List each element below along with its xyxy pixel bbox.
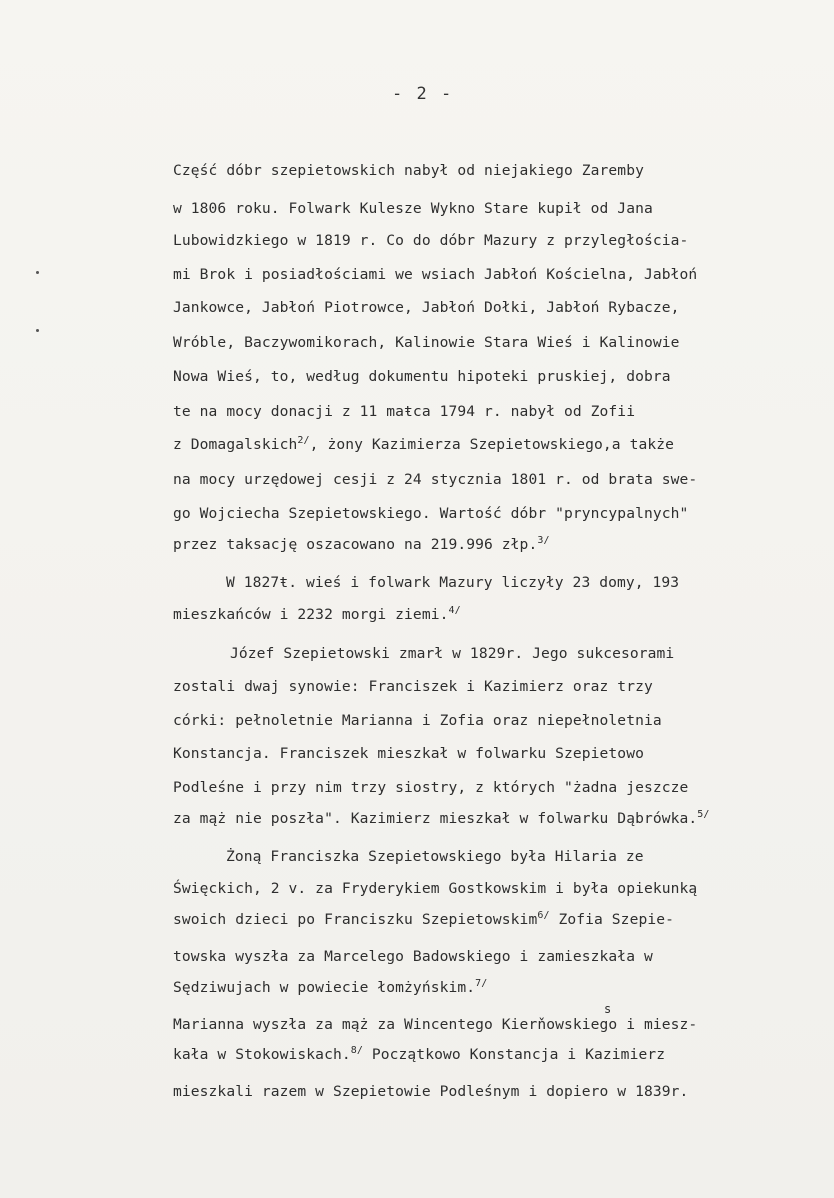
- text-fragment: z Domagalskich: [173, 436, 298, 453]
- text-line: Wróble, Baczywomikorach, Kalinowie Stara Wieś i Kalinowie: [173, 334, 680, 351]
- text-line: mieszkali razem w Szepietowie Podleśnym i dopiero w 1839r.: [173, 1083, 689, 1100]
- text-line: Józef Szepietowski zmarł w 1829r. Jego sukcesorami: [230, 645, 675, 662]
- scan-speck: [36, 271, 39, 274]
- text-line: [173, 979, 487, 996]
- text-line: Część dóbr szepietowskich nabył od niejakiego Zaremby: [173, 162, 644, 179]
- footnote-ref: 3/: [537, 535, 550, 547]
- text-line: [173, 536, 550, 553]
- text-fragment: Początkowo Konstancja i Kazimierz: [362, 1046, 666, 1063]
- footnote-ref: 7/: [475, 978, 488, 990]
- text-line: towska wyszła za Marcelego Badowskiego i zamieszkała w: [173, 948, 653, 965]
- text-line: córki: pełnoletnie Marianna i Zofia oraz niepełnoletnia: [173, 712, 662, 729]
- text-line: w 1806 roku. Folwark Kulesze Wykno Stare kupił od Jana: [173, 200, 653, 217]
- text-line: Lubowidzkiego w 1819 r. Co do dóbr Mazury z przyległościa-: [173, 232, 689, 249]
- text-line: Konstancja. Franciszek mieszkał w folwarku Szepietowo: [173, 745, 644, 762]
- scan-speck: [36, 329, 39, 332]
- text-line: na mocy urzędowej cesji z 24 stycznia 1801 r. od brata swe-: [173, 471, 698, 488]
- text-fragment: za mąż nie poszła". Kazimierz mieszkał w folwarku Dąbrówka.: [173, 810, 698, 827]
- text-line: [173, 810, 710, 827]
- page-number: - 2 -: [392, 84, 454, 104]
- text-line: Święckich, 2 v. za Fryderykiem Gostkowskim i była opiekunką: [173, 880, 698, 897]
- text-fragment: kała w Stokowiskach.: [173, 1046, 351, 1063]
- text-line: Jankowce, Jabłoń Piotrowce, Jabłoń Dołki, Jabłoń Rybacze,: [173, 299, 680, 316]
- text-line: te na mocy donacji z 11 maŧca 1794 r. nabył od Zofii: [173, 403, 636, 420]
- handwritten-correction: s: [604, 1002, 612, 1016]
- text-line: Marianna wyszła za mąż za Wincentego Kierňowskiego i miesz-: [173, 1016, 698, 1033]
- text-fragment: przez taksację oszacowano na 219.996 złp.: [173, 536, 538, 553]
- text-line: [173, 1046, 665, 1063]
- text-fragment: Sędziwujach w powiecie łomżyńskim.: [173, 979, 476, 996]
- text-line: Nowa Wieś, to, według dokumentu hipoteki pruskiej, dobra: [173, 368, 671, 385]
- footnote-ref: 5/: [697, 809, 710, 821]
- text-fragment: mieszkańców i 2232 morgi ziemi.: [173, 606, 449, 623]
- text-line: [173, 436, 674, 453]
- text-fragment: Zofia Szepie-: [549, 911, 675, 928]
- text-line: go Wojciecha Szepietowskiego. Wartość dóbr "pryncypalnych": [173, 505, 689, 522]
- text-line: mi Brok i posiadłościami we wsiach Jabłoń Kościelna, Jabłoń: [173, 266, 698, 283]
- text-line: Podleśne i przy nim trzy siostry, z których "żadna jeszcze: [173, 779, 689, 796]
- footnote-ref: 2/: [297, 435, 310, 447]
- text-line: [173, 911, 674, 928]
- footnote-ref: 4/: [448, 605, 461, 617]
- text-line: Żoną Franciszka Szepietowskiego była Hilaria ze: [226, 848, 644, 865]
- text-line: W 1827ŧ. wieś i folwark Mazury liczyły 23 domy, 193: [226, 574, 680, 591]
- text-line: zostali dwaj synowie: Franciszek i Kazimierz oraz trzy: [173, 678, 653, 695]
- text-line: [173, 606, 461, 623]
- footnote-ref: 6/: [537, 910, 550, 922]
- footnote-ref: 8/: [350, 1045, 363, 1057]
- text-fragment: swoich dzieci po Franciszku Szepietowskim: [173, 911, 538, 928]
- text-fragment: , żony Kazimierza Szepietowskiego,a także: [309, 436, 675, 453]
